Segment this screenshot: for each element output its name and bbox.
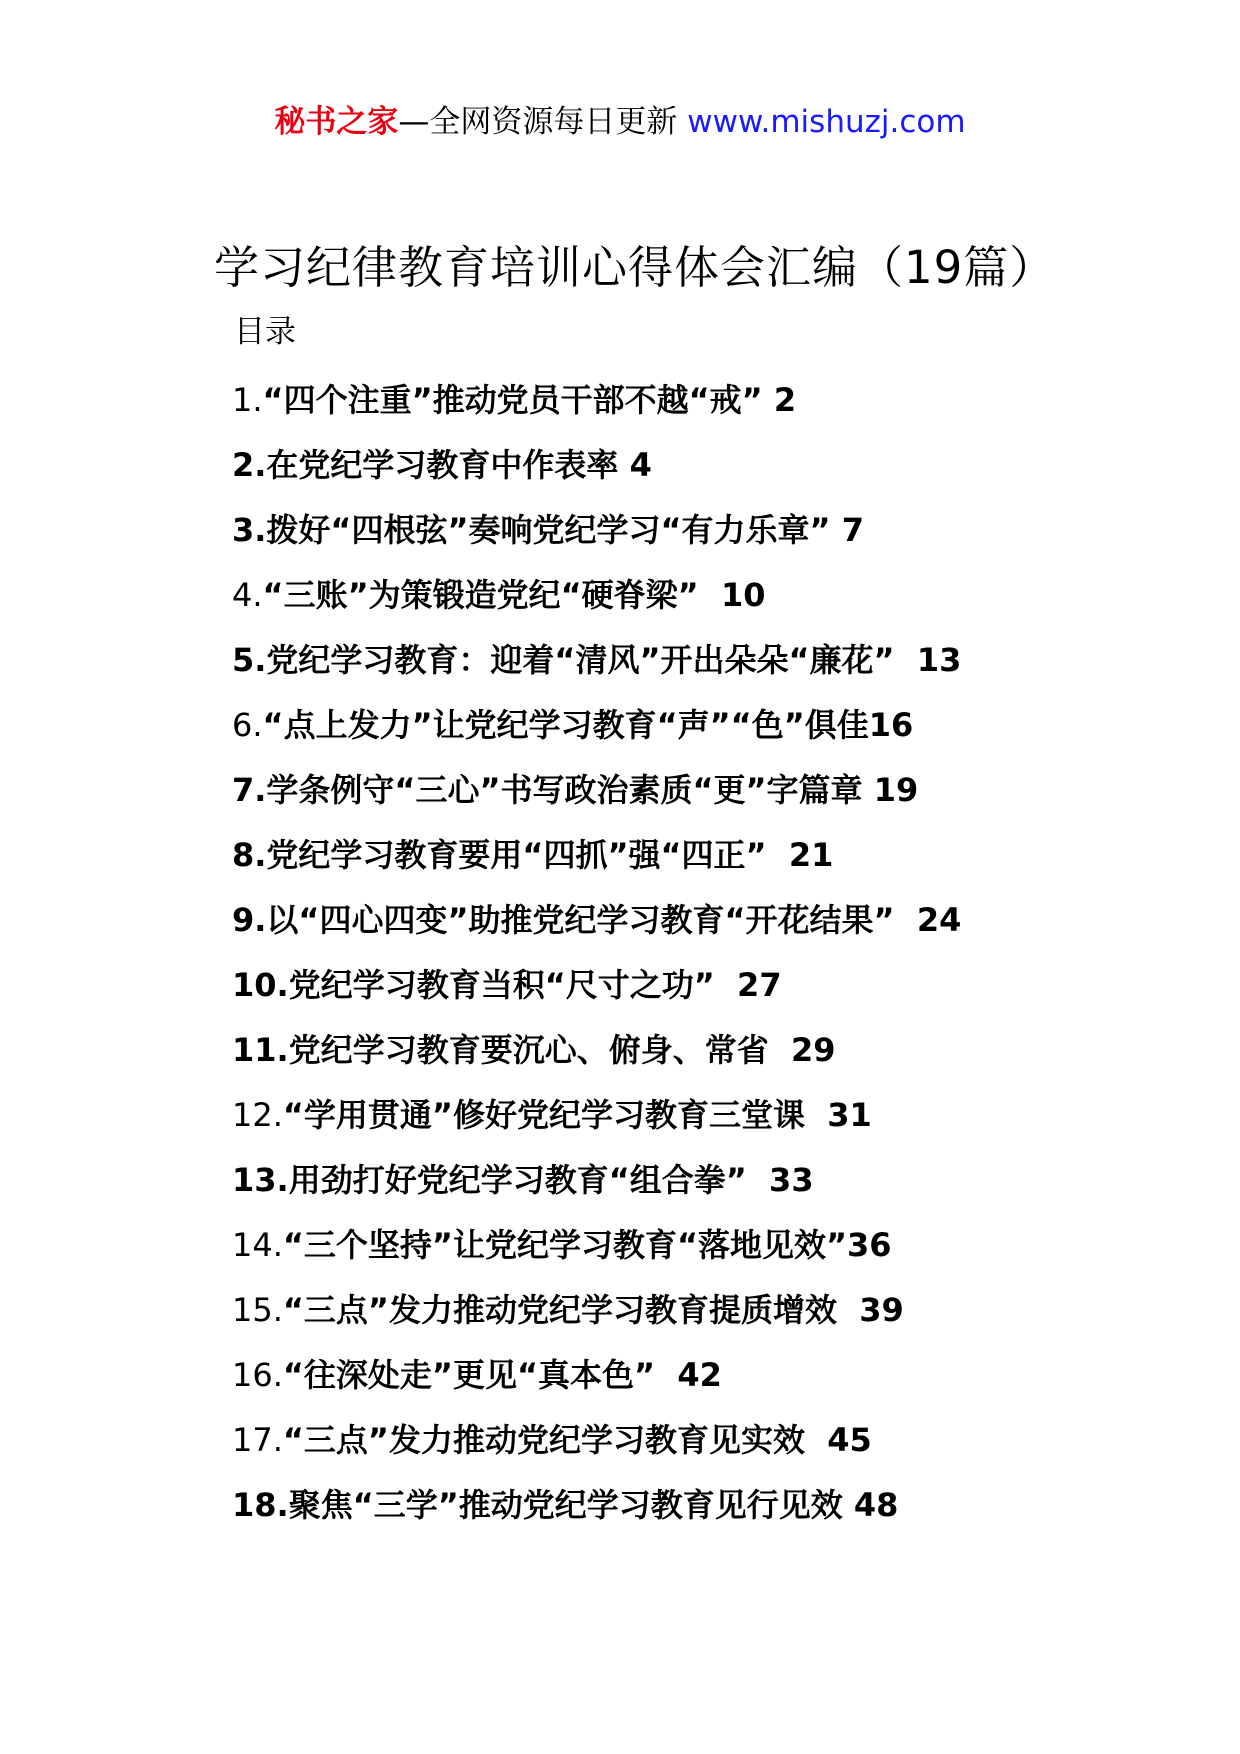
toc-entry-number: 16. <box>232 1356 283 1394</box>
toc-entry-page: 4 <box>618 446 652 484</box>
toc-entry-number: 1. <box>232 381 263 419</box>
toc-entry-number: 11. <box>232 1031 289 1069</box>
toc-entry-number: 7. <box>232 771 267 809</box>
toc-entry[interactable] <box>232 1418 1132 1483</box>
toc-entry-page: 45 <box>804 1421 872 1459</box>
toc-entry-page: 16 <box>868 706 914 744</box>
document-title: 学习纪律教育培训心得体会汇编（19篇） <box>214 241 1056 294</box>
toc-entry-page: 19 <box>862 771 919 809</box>
toc-entry-page: 2 <box>762 381 797 419</box>
toc-entry-title: “三点”发力推动党纪学习教育见实效 <box>282 1421 805 1459</box>
toc-entry[interactable] <box>232 703 1132 768</box>
toc-entry-title: 聚焦“三学”推动党纪学习教育见行见效 <box>288 1486 843 1524</box>
toc-entry[interactable] <box>232 1223 1132 1288</box>
toc-entry-number: 6. <box>232 706 263 744</box>
toc-entry[interactable] <box>232 1093 1132 1158</box>
toc-entry[interactable] <box>232 508 1132 573</box>
toc-entry-title: “三点”发力推动党纪学习教育提质增效 <box>282 1291 837 1329</box>
toc-entry-page: 10 <box>698 576 766 614</box>
header-slogan: —全网资源每日更新 <box>398 104 688 140</box>
toc-entry-number: 18. <box>232 1486 289 1524</box>
toc-entry-page: 31 <box>804 1096 872 1134</box>
toc-entry-title: 在党纪学习教育中作表率 <box>266 446 619 484</box>
toc-entry[interactable] <box>232 378 1132 443</box>
toc-entry-title: “学用贯通”修好党纪学习教育三堂课 <box>282 1096 805 1134</box>
toc-entry-number: 10. <box>232 966 289 1004</box>
toc-entry-page: 39 <box>836 1291 904 1329</box>
toc-entry[interactable] <box>232 1288 1132 1353</box>
toc-entry-title: “点上发力”让党纪学习教育“声”“色”俱佳 <box>262 706 869 744</box>
toc-entry[interactable] <box>232 638 1132 703</box>
toc-entry-title: 学条例守“三心”书写政治素质“更”字篇章 <box>266 771 863 809</box>
toc-entry-page: 27 <box>714 966 782 1004</box>
toc-entry-page: 48 <box>842 1486 899 1524</box>
toc-entry-title: 党纪学习教育要沉心、俯身、常省 <box>288 1031 769 1069</box>
toc-entry-title: 拨好“四根弦”奏响党纪学习“有力乐章” <box>266 511 831 549</box>
toc-entry[interactable] <box>232 1483 1132 1548</box>
toc-entry[interactable] <box>232 898 1132 963</box>
site-header <box>0 102 1240 142</box>
toc-entry-number: 5. <box>232 641 267 679</box>
toc-entry-title: 以“四心四变”助推党纪学习教育“开花结果” <box>266 901 895 939</box>
brand-name: 秘书之家 <box>274 104 399 140</box>
table-of-contents <box>232 378 1132 1548</box>
site-url-link[interactable]: www.mishuzj.com <box>687 104 966 140</box>
toc-entry-title: “四个注重”推动党员干部不越“戒” <box>262 381 763 419</box>
toc-heading: 目录 <box>234 314 296 350</box>
toc-entry-number: 2. <box>232 446 267 484</box>
toc-entry-number: 8. <box>232 836 267 874</box>
toc-entry[interactable] <box>232 573 1132 638</box>
toc-entry-title: “三账”为策锻造党纪“硬脊梁” <box>262 576 699 614</box>
toc-entry[interactable] <box>232 1353 1132 1418</box>
toc-entry-number: 13. <box>232 1161 289 1199</box>
toc-entry-title: 党纪学习教育要用“四抓”强“四正” <box>266 836 767 874</box>
toc-entry[interactable] <box>232 768 1132 833</box>
toc-entry-page: 36 <box>847 1226 892 1264</box>
toc-entry-title: 党纪学习教育当积“尺寸之功” <box>288 966 715 1004</box>
toc-entry-page: 29 <box>768 1031 836 1069</box>
toc-entry-title: 党纪学习教育：迎着“清风”开出朵朵“廉花” <box>266 641 895 679</box>
toc-entry-number: 14. <box>232 1226 283 1264</box>
toc-entry-number: 12. <box>232 1096 283 1134</box>
toc-entry[interactable] <box>232 963 1132 1028</box>
toc-entry[interactable] <box>232 1158 1132 1223</box>
toc-entry-title: “三个坚持”让党纪学习教育“落地见效” <box>282 1226 848 1264</box>
toc-entry-page: 42 <box>655 1356 722 1394</box>
toc-entry-page: 24 <box>894 901 962 939</box>
toc-entry-title: 用劲打好党纪学习教育“组合拳” <box>288 1161 747 1199</box>
toc-entry-number: 9. <box>232 901 267 939</box>
toc-entry-number: 17. <box>232 1421 283 1459</box>
toc-entry[interactable] <box>232 833 1132 898</box>
toc-entry[interactable] <box>232 443 1132 508</box>
toc-entry-title: “往深处走”更见“真本色” <box>282 1356 656 1394</box>
toc-entry-number: 15. <box>232 1291 283 1329</box>
toc-entry-page: 7 <box>830 511 864 549</box>
toc-entry-page: 33 <box>746 1161 814 1199</box>
toc-entry-page: 13 <box>894 641 962 679</box>
toc-entry-page: 21 <box>766 836 834 874</box>
toc-entry-number: 3. <box>232 511 267 549</box>
toc-entry[interactable] <box>232 1028 1132 1093</box>
toc-entry-number: 4. <box>232 576 263 614</box>
